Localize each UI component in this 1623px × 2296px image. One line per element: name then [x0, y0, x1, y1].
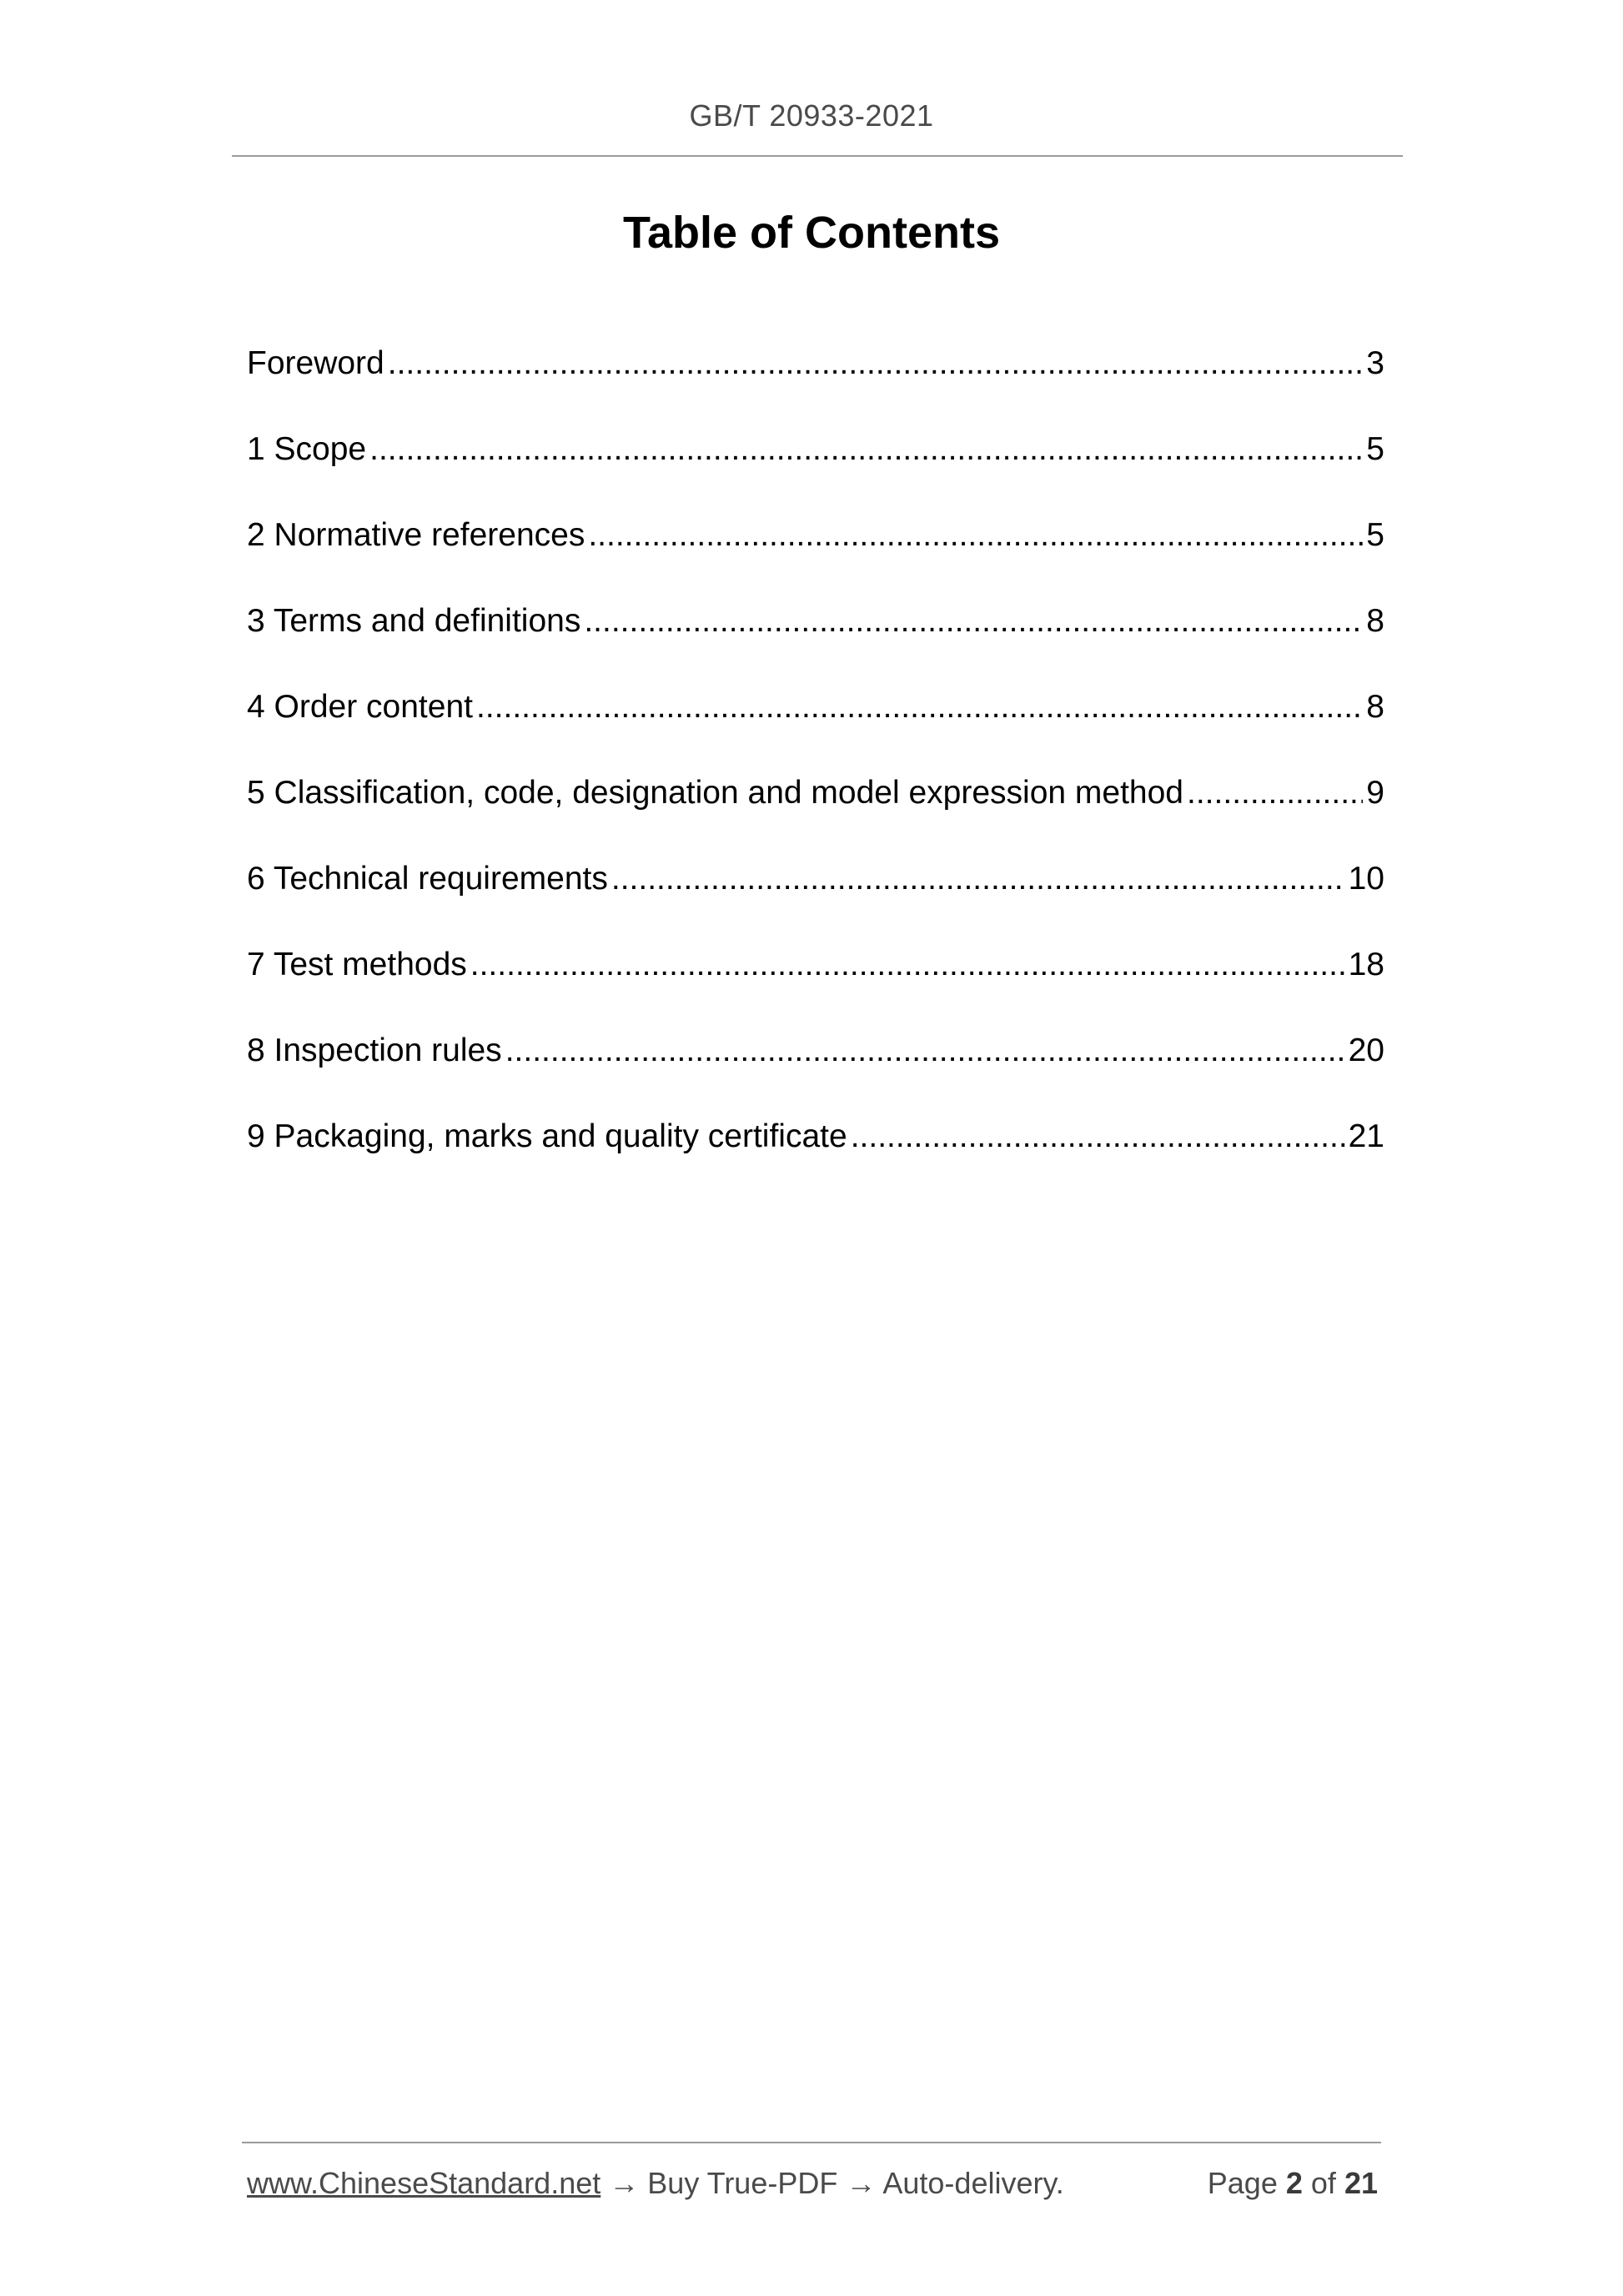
toc-entry-test-methods[interactable]: [247, 938, 1384, 1024]
toc-entry-label: 4 Order content: [247, 689, 473, 725]
toc-entry-label: 1 Scope: [247, 431, 367, 467]
toc-entry-page: 5: [1366, 517, 1384, 553]
toc-dot-leader: [611, 852, 1345, 906]
site-link[interactable]: www.ChineseStandard.net: [247, 2166, 601, 2200]
toc-entry-normative-references[interactable]: [247, 509, 1384, 595]
toc-entry-label: 6 Technical requirements: [247, 861, 608, 897]
page-counter: [1208, 2158, 1378, 2208]
toc-entry-packaging[interactable]: [247, 1110, 1384, 1196]
toc-entry-inspection-rules[interactable]: [247, 1024, 1384, 1110]
toc-entry-page: 10: [1348, 861, 1384, 897]
buy-text: Buy True-PDF: [647, 2166, 838, 2200]
toc-entry-page: 18: [1348, 947, 1384, 982]
toc-entry-technical-requirements[interactable]: [247, 852, 1384, 938]
toc-dot-leader: [476, 681, 1363, 734]
toc-dot-leader: [851, 1110, 1345, 1163]
header-divider: [232, 155, 1403, 157]
toc-dot-leader: [505, 1024, 1345, 1078]
arrow-right-icon: →: [609, 2166, 640, 2200]
total-page-count: 21: [1344, 2166, 1378, 2200]
toc-dot-leader: [588, 509, 1363, 562]
toc-entry-page: 8: [1366, 689, 1384, 725]
toc-entry-foreword[interactable]: [247, 337, 1384, 423]
toc-dot-leader: [388, 337, 1364, 390]
page-word: Page: [1207, 2166, 1278, 2200]
toc-entry-label: 7 Test methods: [247, 947, 467, 982]
of-word: of: [1310, 2166, 1336, 2200]
toc-title: Table of Contents: [623, 208, 1000, 258]
toc-entry-page: 9: [1366, 775, 1384, 811]
toc-entry-order-content[interactable]: [247, 681, 1384, 766]
toc-entry-page: 20: [1348, 1032, 1384, 1068]
toc-entry-scope[interactable]: [247, 423, 1384, 509]
footer-divider: [242, 2142, 1381, 2143]
footer-promo: [247, 2158, 1064, 2208]
toc-dot-leader: [584, 595, 1363, 648]
current-page-number: 2: [1285, 2166, 1303, 2200]
toc-entry-terms-definitions[interactable]: [247, 595, 1384, 681]
toc-list: [247, 337, 1384, 1196]
toc-entry-label: 2 Normative references: [247, 517, 585, 553]
toc-entry-label: 8 Inspection rules: [247, 1032, 502, 1068]
toc-entry-classification[interactable]: [247, 766, 1384, 852]
delivery-text: Auto-delivery.: [882, 2166, 1064, 2200]
toc-entry-page: 3: [1366, 345, 1384, 381]
arrow-right-icon: →: [846, 2166, 877, 2200]
toc-dot-leader: [1187, 766, 1363, 820]
toc-dot-leader: [470, 938, 1345, 992]
toc-entry-page: 8: [1366, 603, 1384, 639]
toc-entry-label: 9 Packaging, marks and quality certificate: [247, 1118, 847, 1154]
toc-entry-label: 5 Classification, code, designation and model expression method: [247, 775, 1184, 811]
toc-entry-page: 5: [1366, 431, 1384, 467]
toc-dot-leader: [369, 423, 1363, 476]
running-header: GB/T 20933-2021: [689, 98, 934, 133]
toc-entry-label: 3 Terms and definitions: [247, 603, 581, 639]
toc-entry-label: Foreword: [247, 345, 384, 381]
toc-entry-page: 21: [1348, 1118, 1384, 1154]
